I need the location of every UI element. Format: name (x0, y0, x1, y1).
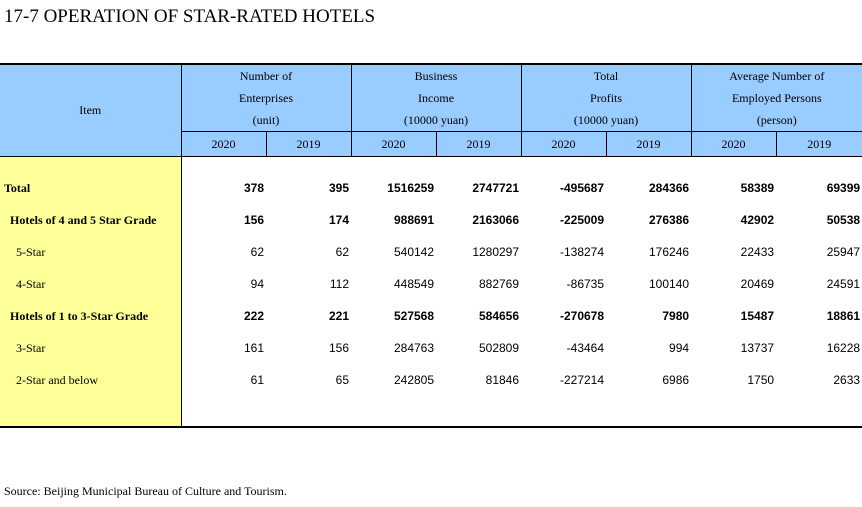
row-label: Hotels of 4 and 5 Star Grade (0, 204, 181, 236)
table-row (0, 364, 862, 396)
table-cell: 1750 (747, 373, 775, 387)
table-cell: 62 (335, 245, 350, 259)
table-cell: 276386 (649, 213, 690, 227)
year-header: 2019 (776, 132, 862, 157)
table-cell: 2633 (833, 373, 861, 387)
table-cell: 502809 (478, 341, 520, 355)
table-cell: 882769 (478, 277, 520, 291)
table-cell: 527568 (393, 309, 435, 323)
table-cell: -225009 (559, 213, 605, 227)
table-row (0, 268, 862, 300)
table-cell: 174 (328, 213, 350, 227)
group-header-business-income (351, 64, 521, 132)
table-cell: 7980 (662, 309, 690, 323)
group-header-enterprises (181, 64, 351, 132)
table-cell: 69399 (826, 181, 861, 195)
table-cell: 222 (243, 309, 264, 323)
spacer-row (0, 157, 862, 173)
table-cell: 2163066 (472, 213, 520, 227)
group-header-line: Enterprises (239, 91, 293, 105)
table-cell: -495687 (559, 181, 605, 195)
table-cell: 161 (243, 341, 264, 355)
table-cell: 156 (328, 341, 350, 355)
header-group-row (0, 64, 862, 132)
table-cell: 65 (335, 373, 350, 387)
table-cell: 42902 (740, 213, 775, 227)
table-cell: 112 (329, 277, 350, 291)
group-header-line: (person) (756, 113, 797, 127)
table-cell: 221 (328, 309, 350, 323)
year-header: 2019 (266, 132, 351, 157)
table-cell: 378 (243, 181, 264, 195)
group-header-line: Employed Persons (731, 91, 822, 105)
table-cell: 284366 (649, 181, 690, 195)
table-cell: 25947 (826, 245, 861, 259)
group-header-total-profits (521, 64, 691, 132)
table-cell: 540142 (393, 245, 435, 259)
group-header-line: (10000 yuan) (403, 113, 469, 127)
group-header-employed-persons (691, 64, 862, 132)
table-row (0, 172, 862, 204)
table-cell: 988691 (393, 213, 435, 227)
row-label: 2-Star and below (0, 364, 181, 396)
table-cell: 22433 (740, 245, 775, 259)
row-label: 3-Star (0, 332, 181, 364)
table-cell: -270678 (559, 309, 605, 323)
year-header: 2020 (691, 132, 776, 157)
table-cell: 13737 (740, 341, 775, 355)
year-header: 2020 (521, 132, 606, 157)
table-row (0, 332, 862, 364)
table-cell: 448549 (393, 277, 435, 291)
table-cell: -86735 (566, 277, 605, 291)
page-title: 17-7 OPERATION OF STAR-RATED HOTELS (4, 6, 376, 27)
table-cell: 6986 (662, 373, 690, 387)
item-column-header: Item (0, 64, 181, 157)
year-header: 2019 (436, 132, 521, 157)
group-header-line: Average Number of (729, 69, 825, 83)
table-row (0, 204, 862, 236)
table-cell: 16228 (826, 341, 861, 355)
table-cell: 242805 (393, 373, 435, 387)
table-cell: -43464 (566, 341, 605, 355)
table-cell: 1280297 (472, 245, 520, 259)
table-cell: 15487 (740, 309, 775, 323)
year-header: 2019 (606, 132, 691, 157)
row-label: Hotels of 1 to 3-Star Grade (0, 300, 181, 332)
table-cell: 584656 (478, 309, 520, 323)
group-header-line: Number of (239, 69, 293, 83)
table-cell: 24591 (826, 277, 861, 291)
table-cell: 50538 (826, 213, 861, 227)
table-cell: 100140 (649, 277, 690, 291)
group-header-line: Profits (590, 91, 623, 105)
table-cell: 94 (250, 277, 264, 291)
table-cell: 58389 (740, 181, 775, 195)
table-cell: 61 (250, 373, 264, 387)
table-cell: 284763 (393, 341, 435, 355)
table-cell: -138274 (559, 245, 605, 259)
group-header-line: Business (414, 69, 458, 83)
group-header-line: (unit) (252, 113, 280, 127)
source-note: Source: Beijing Municipal Bureau of Culture and Tourism. (4, 484, 287, 498)
row-label: 5-Star (0, 236, 181, 268)
year-header: 2020 (351, 132, 436, 157)
table-cell: 20469 (740, 277, 775, 291)
table-row (0, 300, 862, 332)
table-cell: 2747721 (472, 181, 520, 195)
table-cell: 176246 (649, 245, 690, 259)
table-cell: 81846 (485, 373, 520, 387)
group-header-line: (10000 yuan) (573, 113, 639, 127)
table-cell: 156 (243, 213, 264, 227)
table-cell: 994 (669, 341, 690, 355)
table-row (0, 236, 862, 268)
table-cell: 395 (328, 181, 350, 195)
group-header-line: Total (593, 69, 619, 83)
row-label: Total (0, 172, 181, 204)
table-cell: 1516259 (387, 181, 435, 195)
spacer-row (0, 396, 862, 427)
hotel-statistics-table (0, 63, 862, 428)
row-label: 4-Star (0, 268, 181, 300)
table-cell: -227214 (559, 373, 605, 387)
group-header-line: Income (418, 91, 455, 105)
year-header: 2020 (181, 132, 266, 157)
table-cell: 62 (250, 245, 264, 259)
table-cell: 18861 (826, 309, 861, 323)
